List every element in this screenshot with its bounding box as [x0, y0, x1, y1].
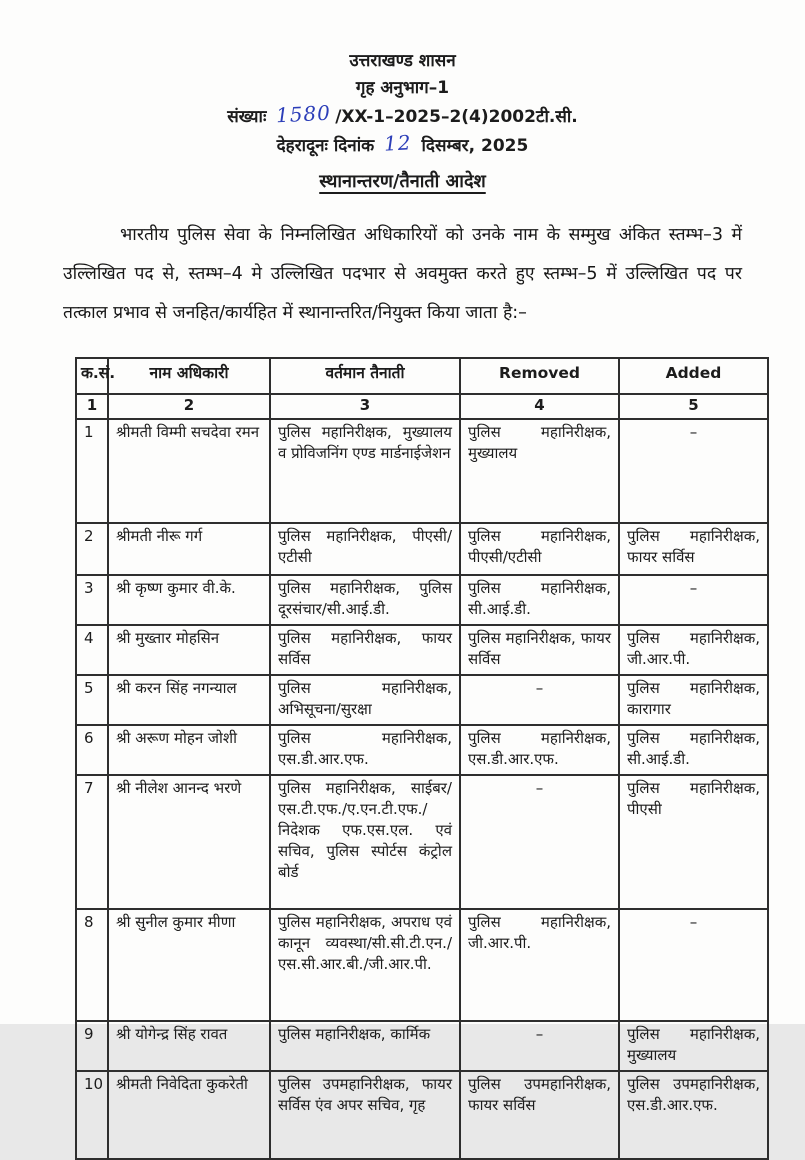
officer-name-cell: श्री करन सिंह नगन्याल [108, 675, 270, 725]
document-header [0, 0, 805, 196]
current-posting-cell: पुलिस महानिरीक्षक, साईबर/एस.टी.एफ./ए.एन.टी.एफ./निदेशक एफ.एस.एल. एवं सचिव, पुलिस स्पोर्टस कंट्रोल बोर्ड [270, 775, 460, 909]
current-posting-cell: पुलिस महानिरीक्षक, एस.डी.आर.एफ. [270, 725, 460, 775]
column-header-officer-name: नाम अधिकारी [108, 358, 270, 394]
serial-cell: 9 [76, 1021, 108, 1071]
transfer-table-body [76, 419, 768, 1159]
current-posting-cell: पुलिस महानिरीक्षक, पीएसी/एटीसी [270, 523, 460, 575]
officer-name-cell: श्री कृष्ण कुमार वी.के. [108, 575, 270, 625]
table-row [76, 909, 768, 1021]
table-row [76, 575, 768, 625]
date-suffix: दिसम्बर, 2025 [421, 136, 529, 156]
date-line [0, 131, 805, 160]
added-cell: – [619, 419, 768, 523]
current-posting-cell: पुलिस महानिरीक्षक, फायर सर्विस [270, 625, 460, 675]
column-header-current-posting: वर्तमान तैनाती [270, 358, 460, 394]
reference-number-line [0, 102, 805, 131]
table-row [76, 1071, 768, 1159]
table-header-row [76, 358, 768, 394]
table-row [76, 725, 768, 775]
table-row [76, 419, 768, 523]
column-header-serial: क.सं. [76, 358, 108, 394]
serial-cell: 8 [76, 909, 108, 1021]
table-row [76, 675, 768, 725]
date-prefix: देहरादूनः दिनांक [276, 136, 375, 156]
serial-cell: 3 [76, 575, 108, 625]
serial-cell: 6 [76, 725, 108, 775]
handwritten-ref-number: 1580 [275, 100, 332, 128]
officer-name-cell: श्रीमती निवेदिता कुकरेती [108, 1071, 270, 1159]
ref-suffix: /XX-1–2025–2(4)2002टी.सी. [335, 107, 578, 127]
column-number-4: 4 [460, 394, 619, 419]
column-header-added: Added [619, 358, 768, 394]
removed-cell: पुलिस महानिरीक्षक, एस.डी.आर.एफ. [460, 725, 619, 775]
serial-cell: 7 [76, 775, 108, 909]
table-row [76, 523, 768, 575]
column-number-5: 5 [619, 394, 768, 419]
removed-cell: – [460, 1021, 619, 1071]
added-cell: – [619, 575, 768, 625]
org-title: उत्तराखण्ड शासन [349, 51, 456, 71]
added-cell: पुलिस महानिरीक्षक, जी.आर.पी. [619, 625, 768, 675]
column-header-removed: Removed [460, 358, 619, 394]
column-number-3: 3 [270, 394, 460, 419]
section-title: गृह अनुभाग–1 [355, 78, 450, 98]
intro-paragraph: भारतीय पुलिस सेवा के निम्नलिखित अधिकारियों को उनके नाम के सम्मुख अंकित स्तम्भ–3 में उल्लिखित पद से, स्तम्भ–4 मे उल्लिखित पदभार से अवमुक्त करते हुए स्तम्भ–5 में उल्लिखित पद पर तत्काल प्रभाव से जनहित/कार्यहित में स्थानान्तरित/नियुक्त किया जाता है:– [63, 225, 742, 323]
column-number-1: 1 [76, 394, 108, 419]
added-cell: पुलिस महानिरीक्षक, कारागार [619, 675, 768, 725]
added-cell: पुलिस महानिरीक्षक, मुख्यालय [619, 1021, 768, 1071]
serial-cell: 4 [76, 625, 108, 675]
table-row [76, 775, 768, 909]
added-cell: पुलिस महानिरीक्षक, पीएसी [619, 775, 768, 909]
current-posting-cell: पुलिस महानिरीक्षक, अभिसूचना/सुरक्षा [270, 675, 460, 725]
removed-cell: पुलिस महानिरीक्षक, पीएसी/एटीसी [460, 523, 619, 575]
removed-cell: पुलिस महानिरीक्षक, मुख्यालय [460, 419, 619, 523]
ref-prefix: संख्याः [227, 107, 267, 127]
column-number-2: 2 [108, 394, 270, 419]
serial-cell: 2 [76, 523, 108, 575]
current-posting-cell: पुलिस महानिरीक्षक, पुलिस दूरसंचार/सी.आई.डी. [270, 575, 460, 625]
table-row [76, 1021, 768, 1071]
current-posting-cell: पुलिस महानिरीक्षक, अपराध एवं कानून व्यवस्था/सी.सी.टी.एन./एस.सी.आर.बी./जी.आर.पी. [270, 909, 460, 1021]
added-cell: – [619, 909, 768, 1021]
removed-cell: पुलिस महानिरीक्षक, फायर सर्विस [460, 625, 619, 675]
officer-name-cell: श्री अरूण मोहन जोशी [108, 725, 270, 775]
officer-name-cell: श्रीमती विम्मी सचदेवा रमन [108, 419, 270, 523]
serial-cell: 10 [76, 1071, 108, 1159]
table-column-number-row [76, 394, 768, 419]
current-posting-cell: पुलिस महानिरीक्षक, कार्मिक [270, 1021, 460, 1071]
added-cell: पुलिस महानिरीक्षक, फायर सर्विस [619, 523, 768, 575]
transfer-table-head [76, 358, 768, 419]
officer-name-cell: श्री मुख्तार मोहसिन [108, 625, 270, 675]
current-posting-cell: पुलिस महानिरीक्षक, मुख्यालय व प्रोविजनिंग एण्ड मार्डनाईजेशन [270, 419, 460, 523]
order-title-wrap [0, 168, 805, 196]
handwritten-date-day: 12 [383, 130, 413, 156]
removed-cell: पुलिस महानिरीक्षक, सी.आई.डी. [460, 575, 619, 625]
removed-cell: – [460, 675, 619, 725]
officer-name-cell: श्री योगेन्द्र सिंह रावत [108, 1021, 270, 1071]
officer-name-cell: श्री नीलेश आनन्द भरणे [108, 775, 270, 909]
added-cell: पुलिस महानिरीक्षक, सी.आई.डी. [619, 725, 768, 775]
officer-name-cell: श्री सुनील कुमार मीणा [108, 909, 270, 1021]
serial-cell: 5 [76, 675, 108, 725]
removed-cell: पुलिस महानिरीक्षक, जी.आर.पी. [460, 909, 619, 1021]
added-cell: पुलिस उपमहानिरीक्षक, एस.डी.आर.एफ. [619, 1071, 768, 1159]
serial-cell: 1 [76, 419, 108, 523]
order-title: स्थानान्तरण/तैनाती आदेश [319, 171, 486, 192]
table-row [76, 625, 768, 675]
removed-cell: – [460, 775, 619, 909]
transfer-table [75, 357, 769, 1160]
removed-cell: पुलिस उपमहानिरीक्षक, फायर सर्विस [460, 1071, 619, 1159]
officer-name-cell: श्रीमती नीरू गर्ग [108, 523, 270, 575]
current-posting-cell: पुलिस उपमहानिरीक्षक, फायर सर्विस एंव अपर सचिव, गृह [270, 1071, 460, 1159]
